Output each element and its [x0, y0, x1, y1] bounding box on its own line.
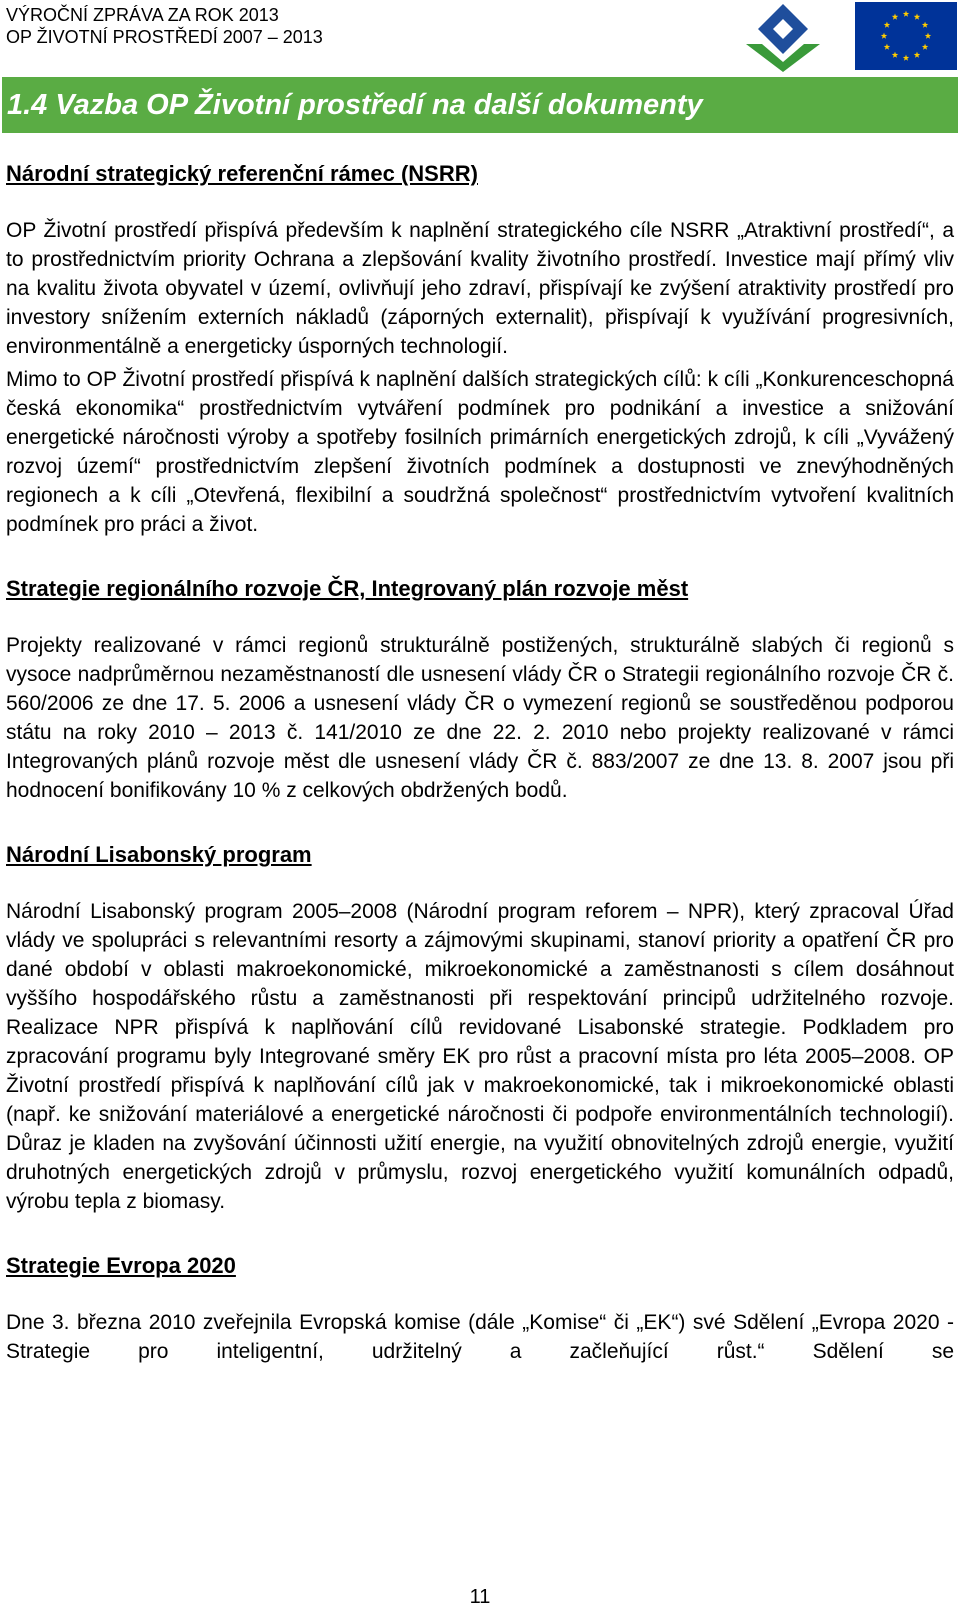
- chapter-title: 1.4 Vazba OP Životní prostředí na další dokumenty: [7, 89, 703, 121]
- section-heading-lisbon-program: Národní Lisabonský program: [6, 842, 312, 867]
- paragraph: Národní Lisabonský program 2005–2008 (Národní program reforem – NPR), který zpracoval Úřad vlády ve spolupráci s relevantními resorty a zájmovými skupinami, stanoví priority a opatření ČR pro dané období v oblasti makroekonomické, mikroekonomické a zaměstnanosti s cílem dosáhnout vyššího hospodářského růstu a zaměstnanosti při respektování principů udržitelného rozvoje. Realizace NPR přispívá k naplňování cílů revidované Lisabonské strategie. Podkladem pro zpracování programu byly Integrované směry EK pro růst a pracovní místa pro léta 2005–2008. OP Životní prostředí přispívá k naplňování cílů jak v makroekonomické, tak i mikroekonomické oblasti (např. ke snižování materiálové a energetické náročnosti či podpoře environmentálních technologií). Důraz je kladen na zvyšování účinnosti užití energie, na využití obnovitelných zdrojů energie, využití druhotných energetických zdrojů v průmyslu, rozvoj energetického využití komunálních odpadů, výrobu tepla z biomasy.: [6, 900, 954, 1213]
- header-line-2: OP ŽIVOTNÍ PROSTŘEDÍ 2007 – 2013: [6, 27, 323, 47]
- opzp-logo-icon: [738, 2, 828, 72]
- page-number: 11: [469, 1586, 491, 1608]
- section-heading-nsrr: Národní strategický referenční rámec (NSRR): [6, 161, 478, 186]
- document-body: [6, 160, 954, 1366]
- report-header: [6, 4, 323, 48]
- paragraph: Projekty realizované v rámci regionů strukturálně postižených, strukturálně slabých či regionů s vysoce nadprůměrnou nezaměstnaností dle usnesení vlády ČR o Strategii regionálního rozvoje ČR č. 560/2006 ze dne 17. 5. 2006 a usnesení vlády ČR o vymezení regionů se soustředěnou podporou státu na roky 2010 – 2013 č. 141/2010 ze dne 22. 2. 2010 nebo projekty realizované v rámci Integrovaných plánů rozvoje měst dle usnesení vlády ČR č. 883/2007 ze dne 13. 8. 2007 jsou při hodnocení bonifikovány 10 % z celkových obdržených bodů.: [6, 634, 954, 802]
- section-heading-europe-2020: Strategie Evropa 2020: [6, 1253, 236, 1278]
- paragraph: Dne 3. března 2010 zveřejnila Evropská komise (dále „Komise“ či „EK“) své Sdělení „Evropa 2020 - Strategie pro inteligentní, udržitelný a začleňující růst.“ Sdělení se: [6, 1311, 954, 1363]
- paragraph: Mimo to OP Životní prostředí přispívá k naplnění dalších strategických cílů: k cíli „Konkurenceschopná česká ekonomika“ prostřednictvím vytváření podmínek pro podnikání a investice a snižování energetické náročnosti výroby a spotřeby fosilních primárních energetických zdrojů, k cíli „Vyvážený rozvoj území“ prostřednictvím zlepšení životních podmínek a dostupnosti ve znevýhodněných regionech a k cíli „Otevřená, flexibilní a soudržná společnost“ prostřednictvím vytvoření kvalitních podmínek pro práci a život.: [6, 368, 954, 536]
- section-heading-regional-strategy: Strategie regionálního rozvoje ČR, Integrovaný plán rozvoje měst: [6, 576, 689, 601]
- eu-flag-icon: [855, 2, 957, 70]
- paragraph: OP Životní prostředí přispívá především k naplnění strategického cíle NSRR „Atraktivní prostředí“, a to prostřednictvím priority Ochrana a zlepšování kvality životního prostředí. Investice mají přímý vliv na kvalitu života obyvatel v území, ovlivňují jeho zdraví, přispívají ke zvýšení atraktivity prostředí pro investory snížením externích nákladů (záporných externalit), přispívají k využívání progresivních, environmentálně a energeticky úsporných technologií.: [6, 219, 954, 358]
- chapter-title-bar: [2, 77, 958, 133]
- header-line-1: VÝROČNÍ ZPRÁVA ZA ROK 2013: [6, 5, 279, 25]
